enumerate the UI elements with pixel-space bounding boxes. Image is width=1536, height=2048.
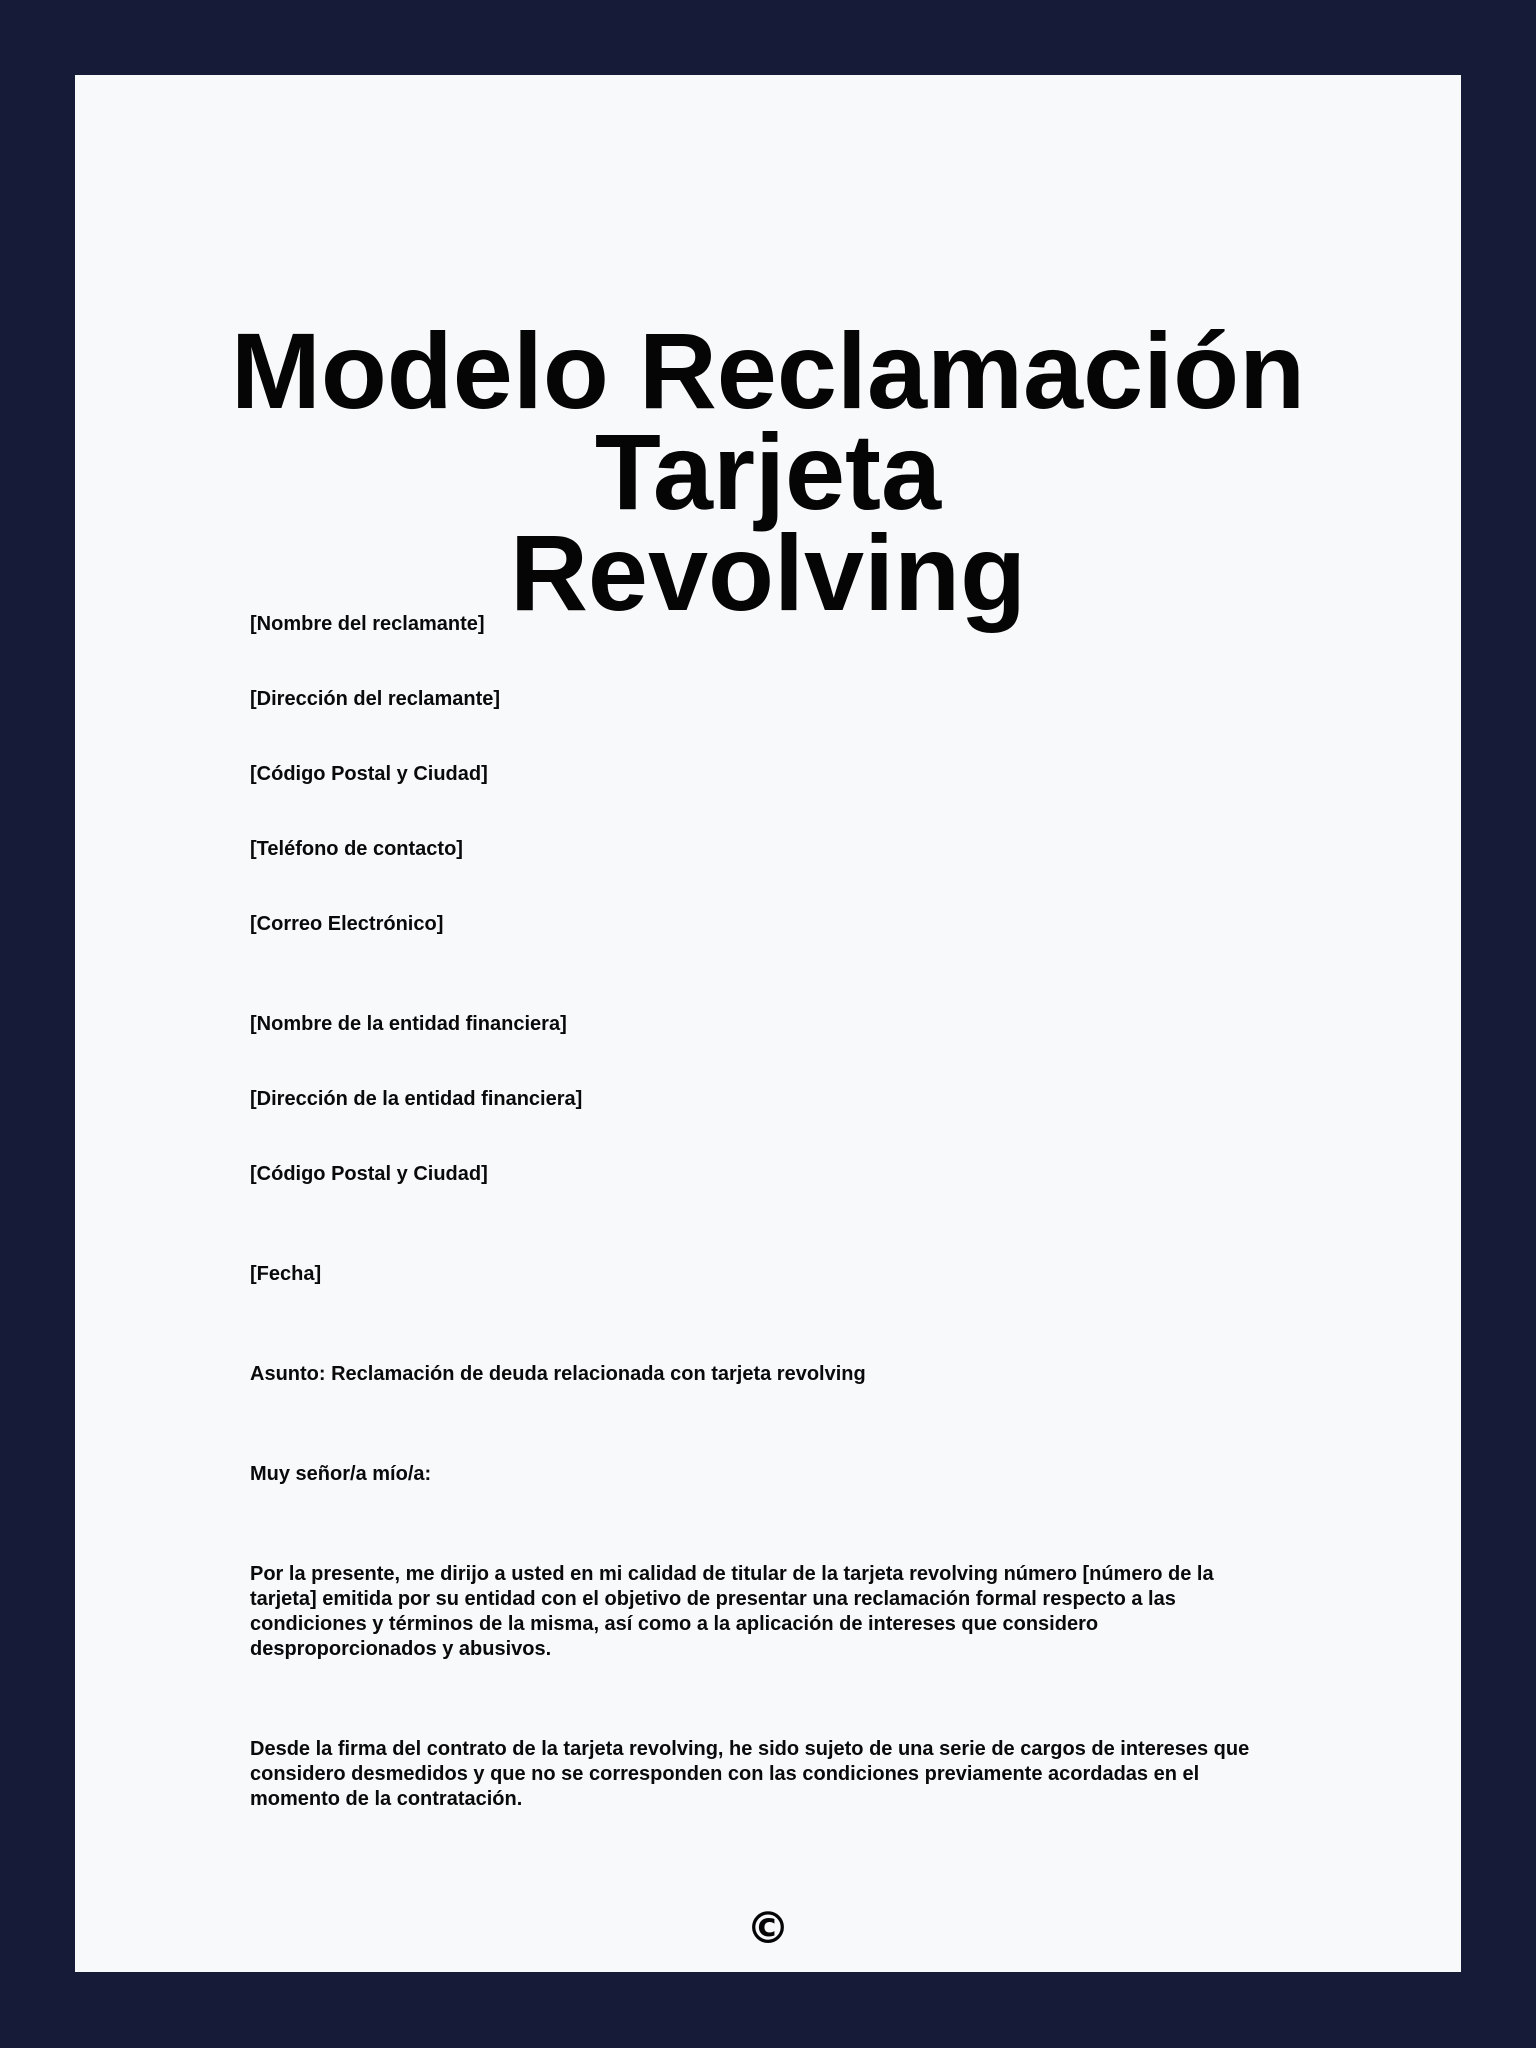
title-line-1: Modelo Reclamación Tarjeta	[230, 310, 1306, 532]
document-page	[75, 75, 1461, 1972]
recipient-name: [Nombre de la entidad financiera]	[250, 1013, 567, 1035]
paragraph-2-line: considero desmedidos y que no se corresponden con las condiciones previamente acordadas en el	[250, 1763, 1200, 1785]
letter-subject: Asunto: Reclamación de deuda relacionada con tarjeta revolving	[250, 1363, 866, 1385]
sender-email: [Correo Electrónico]	[250, 913, 444, 935]
paragraph-1	[250, 1562, 1350, 1662]
sender-postal-city: [Código Postal y Ciudad]	[250, 763, 488, 785]
recipient-address: [Dirección de la entidad financiera]	[250, 1088, 583, 1110]
sender-name: [Nombre del reclamante]	[250, 613, 485, 635]
letter-salutation: Muy señor/a mío/a:	[250, 1463, 432, 1485]
title-line-2: Revolving	[509, 512, 1027, 633]
paragraph-2-line: Desde la firma del contrato de la tarjeta revolving, he sido sujeto de una serie de cargos de intereses que	[250, 1738, 1250, 1760]
letter-date: [Fecha]	[250, 1263, 322, 1285]
paragraph-1-line: tarjeta] emitida por su entidad con el objetivo de presentar una reclamación formal respecto a las	[250, 1588, 1176, 1610]
paragraph-2	[250, 1737, 1350, 1812]
sender-address: [Dirección del reclamante]	[250, 688, 501, 710]
paragraph-1-line: Por la presente, me dirijo a usted en mi calidad de titular de la tarjeta revolving número [número de la	[250, 1563, 1214, 1585]
paragraph-1-line: condiciones y términos de la misma, así como a la aplicación de intereses que considero	[250, 1613, 1099, 1635]
recipient-postal-city: [Código Postal y Ciudad]	[250, 1163, 488, 1185]
paragraph-1-line: desproporcionados y abusivos.	[250, 1638, 552, 1660]
sender-phone: [Teléfono de contacto]	[250, 838, 463, 860]
copyright-icon: ©	[746, 1903, 790, 1954]
paragraph-2-line: momento de la contratación.	[250, 1788, 523, 1810]
